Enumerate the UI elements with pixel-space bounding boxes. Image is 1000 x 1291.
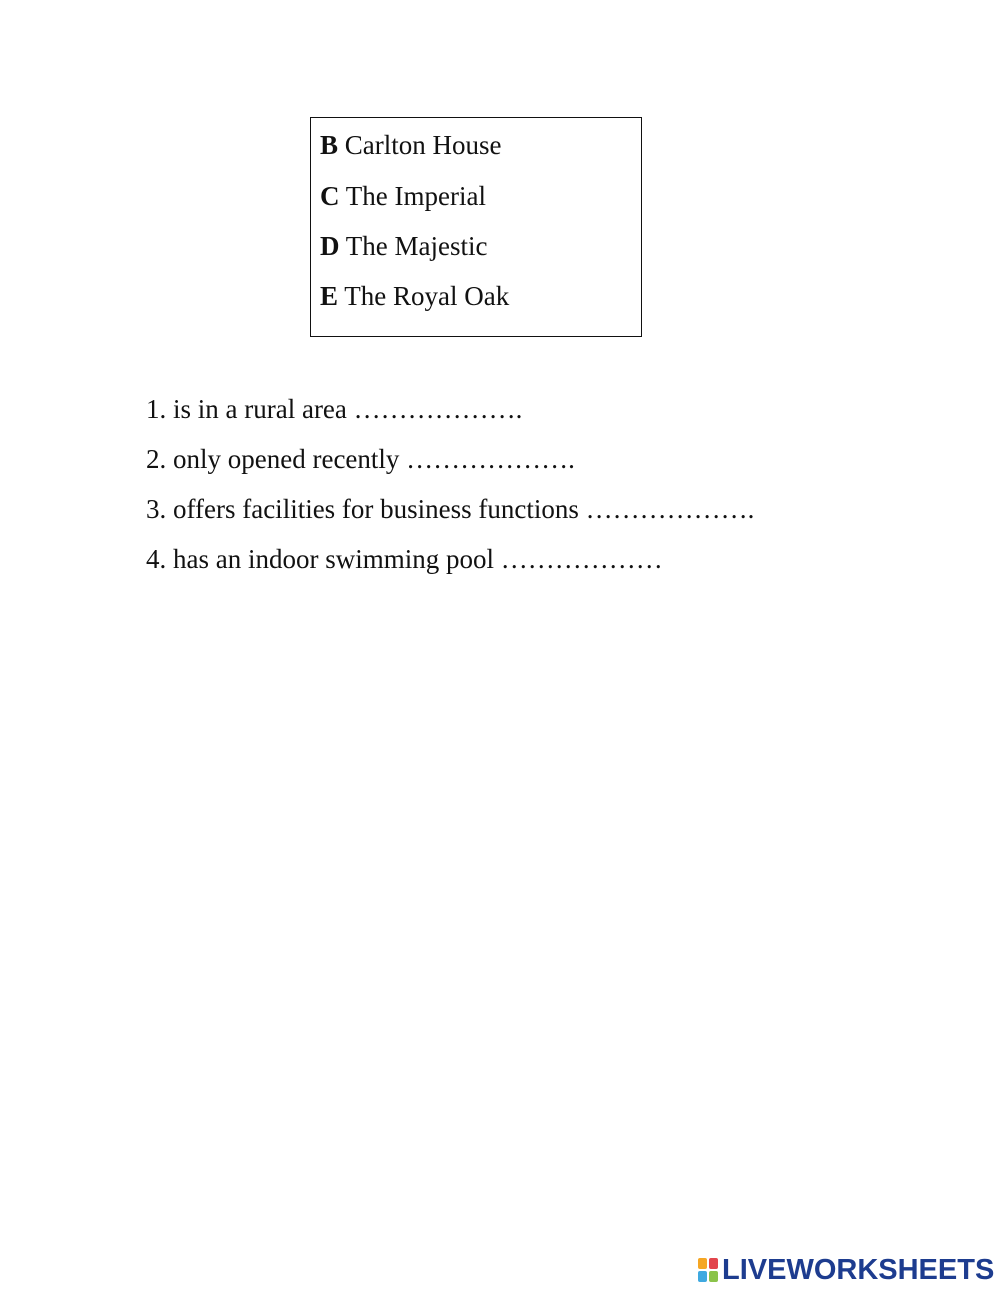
option-name: Carlton House <box>344 130 502 160</box>
question-item[interactable]: 2. only opened recently ………………. <box>146 444 575 474</box>
option-letter: E <box>320 281 339 311</box>
brand-name: LIVEWORKSHEETS <box>722 1254 995 1286</box>
option-item <box>320 230 487 262</box>
option-item <box>320 280 509 312</box>
option-name: The Imperial <box>345 181 486 211</box>
option-name: The Royal Oak <box>344 281 510 311</box>
option-item <box>320 180 486 212</box>
logo-block <box>698 1258 707 1269</box>
liveworksheets-logo-icon <box>697 1257 719 1283</box>
option-letter: C <box>320 181 340 211</box>
question-item[interactable]: 3. offers facilities for business functions ………………. <box>146 494 755 524</box>
question-item[interactable]: 1. is in a rural area ………………. <box>146 394 523 424</box>
option-letter: B <box>320 130 339 160</box>
option-letter: D <box>320 231 340 261</box>
brand-logo <box>697 1254 994 1286</box>
option-name: The Majestic <box>345 231 488 261</box>
logo-block <box>698 1271 707 1282</box>
options-box <box>310 117 642 337</box>
option-item <box>320 129 502 161</box>
question-item[interactable]: 4. has an indoor swimming pool ……………… <box>146 544 663 574</box>
logo-block <box>709 1258 718 1269</box>
logo-block <box>709 1271 718 1282</box>
